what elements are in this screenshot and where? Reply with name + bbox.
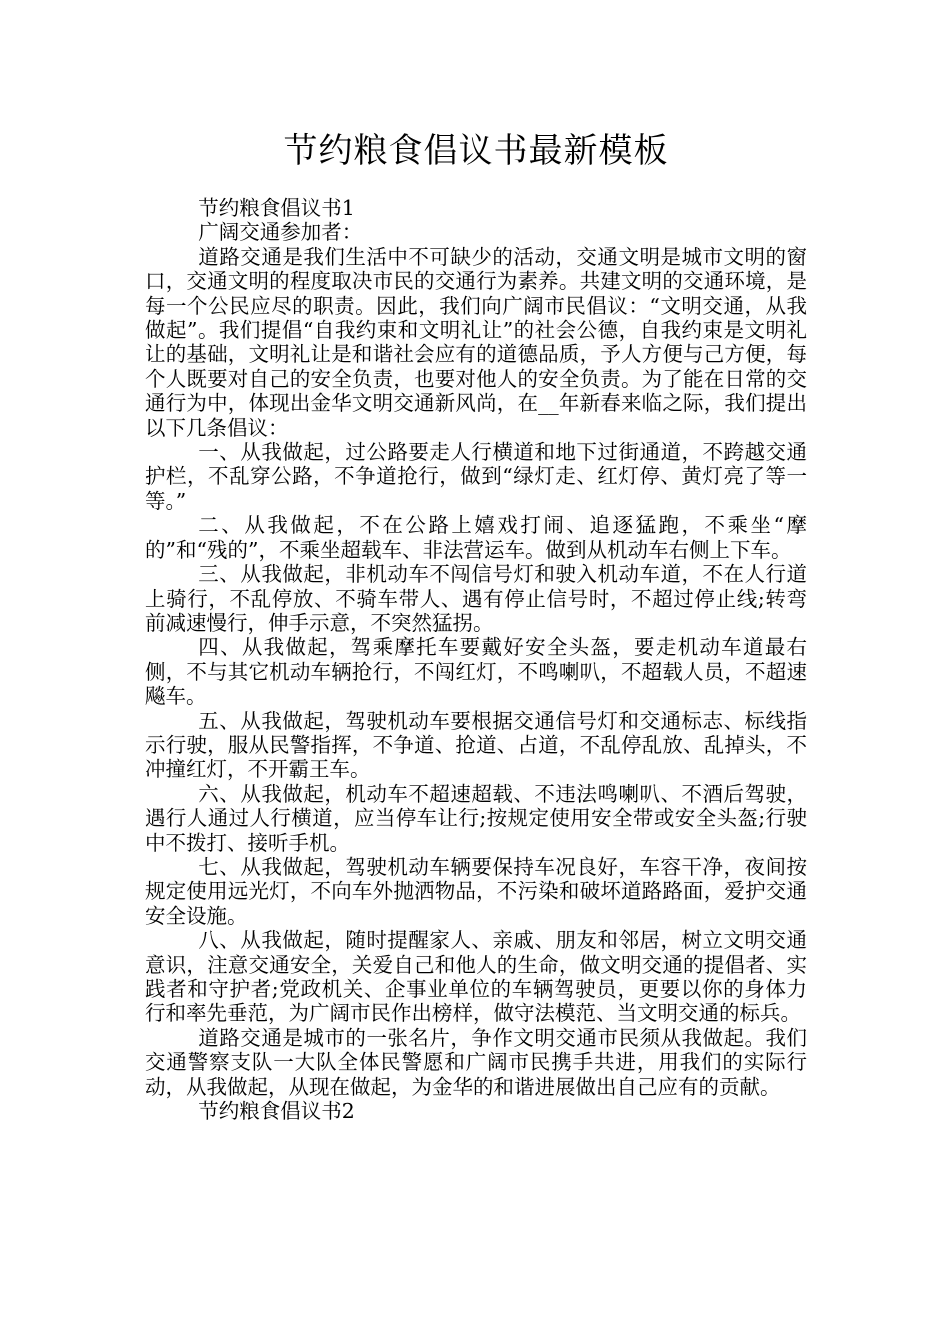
salutation: 广阔交通参加者： <box>198 220 363 245</box>
proposal-8: 八、从我做起，随时提醒家人、亲戚、朋友和邻居，树立文明交通意识，注意交通安全，关爱自己和他人的生命，做文明交通的提倡者、实践者和守护者;党政机关、企事业单位的车辆驾驶员，更要以你的身体力行和率先垂范，为广阔市民作出榜样，做守法模范、当文明交通的标兵。 <box>145 928 807 1026</box>
proposal-2: 二、从我做起，不在公路上嬉戏打闹、追逐猛跑，不乘坐“摩的”和“残的”，不乘坐超载车、非法营运车。做到从机动车右侧上下车。 <box>145 513 807 562</box>
proposal-1: 一、从我做起，过公路要走人行横道和地下过街通道，不跨越交通护栏，不乱穿公路，不争道抢行，做到“绿灯走、红灯停、黄灯亮了等一等。” <box>145 440 807 513</box>
proposal-4: 四、从我做起，驾乘摩托车要戴好安全头盔，要走机动车道最右侧，不与其它机动车辆抢行，不闯红灯，不鸣喇叭，不超载人员，不超速飚车。 <box>145 635 807 709</box>
proposal-6: 六、从我做起，机动车不超速超载、不违法鸣喇叭、不酒后驾驶，遇行人通过人行横道，应当停车让行;按规定使用安全带或安全头盔;行驶中不拨打、接听手机。 <box>145 781 807 855</box>
intro-paragraph: 道路交通是我们生活中不可缺少的活动，交通文明是城市文明的窗口，交通文明的程度取决市民的交通行为素养。共建文明的交通环境，是每一个公民应尽的职责。因此，我们向广阔市民倡议：“文明交通，从我做起”。我们提倡“自我约束和文明礼让”的社会公德，自我约束是文明礼让的基础，文明礼让是和谐社会应有的道德品质，予人方便与己方便，每个人既要对自己的安全负责，也要对他人的安全负责。为了能在日常的交通行为中，体现出金华文明交通新风尚，在__年新春来临之际，我们提出以下几条倡议： <box>145 244 807 440</box>
closing-paragraph: 道路交通是城市的一张名片，争作文明交通市民须从我做起。我们交通警察支队一大队全体民警愿和广阔市民携手共进，用我们的实际行动，从我做起，从现在做起，为金华的和谐进展做出自己应有的贡献。 <box>145 1025 807 1099</box>
document-title: 节约粮食倡议书最新模板 <box>283 131 669 171</box>
proposal-7: 七、从我做起，驾驶机动车辆要保持车况良好，车容干净，夜间按规定使用远光灯，不向车外抛洒物品，不污染和破坏道路路面，爱护交通安全设施。 <box>145 854 807 928</box>
section-heading-2: 节约粮食倡议书2 <box>198 1099 355 1124</box>
proposal-3: 三、从我做起，非机动车不闯信号灯和驶入机动车道，不在人行道上骑行，不乱停放、不骑车带人、遇有停止信号时，不超过停止线;转弯前减速慢行，伸手示意，不突然猛拐。 <box>145 562 807 635</box>
document-page <box>145 128 807 1123</box>
section-heading-1: 节约粮食倡议书1 <box>198 196 355 220</box>
document-body <box>145 196 807 1123</box>
proposal-5: 五、从我做起，驾驶机动车要根据交通信号灯和交通标志、标线指示行驶，服从民警指挥，不争道、抢道、占道，不乱停乱放、乱掉头，不冲撞红灯，不开霸王车。 <box>145 708 807 782</box>
